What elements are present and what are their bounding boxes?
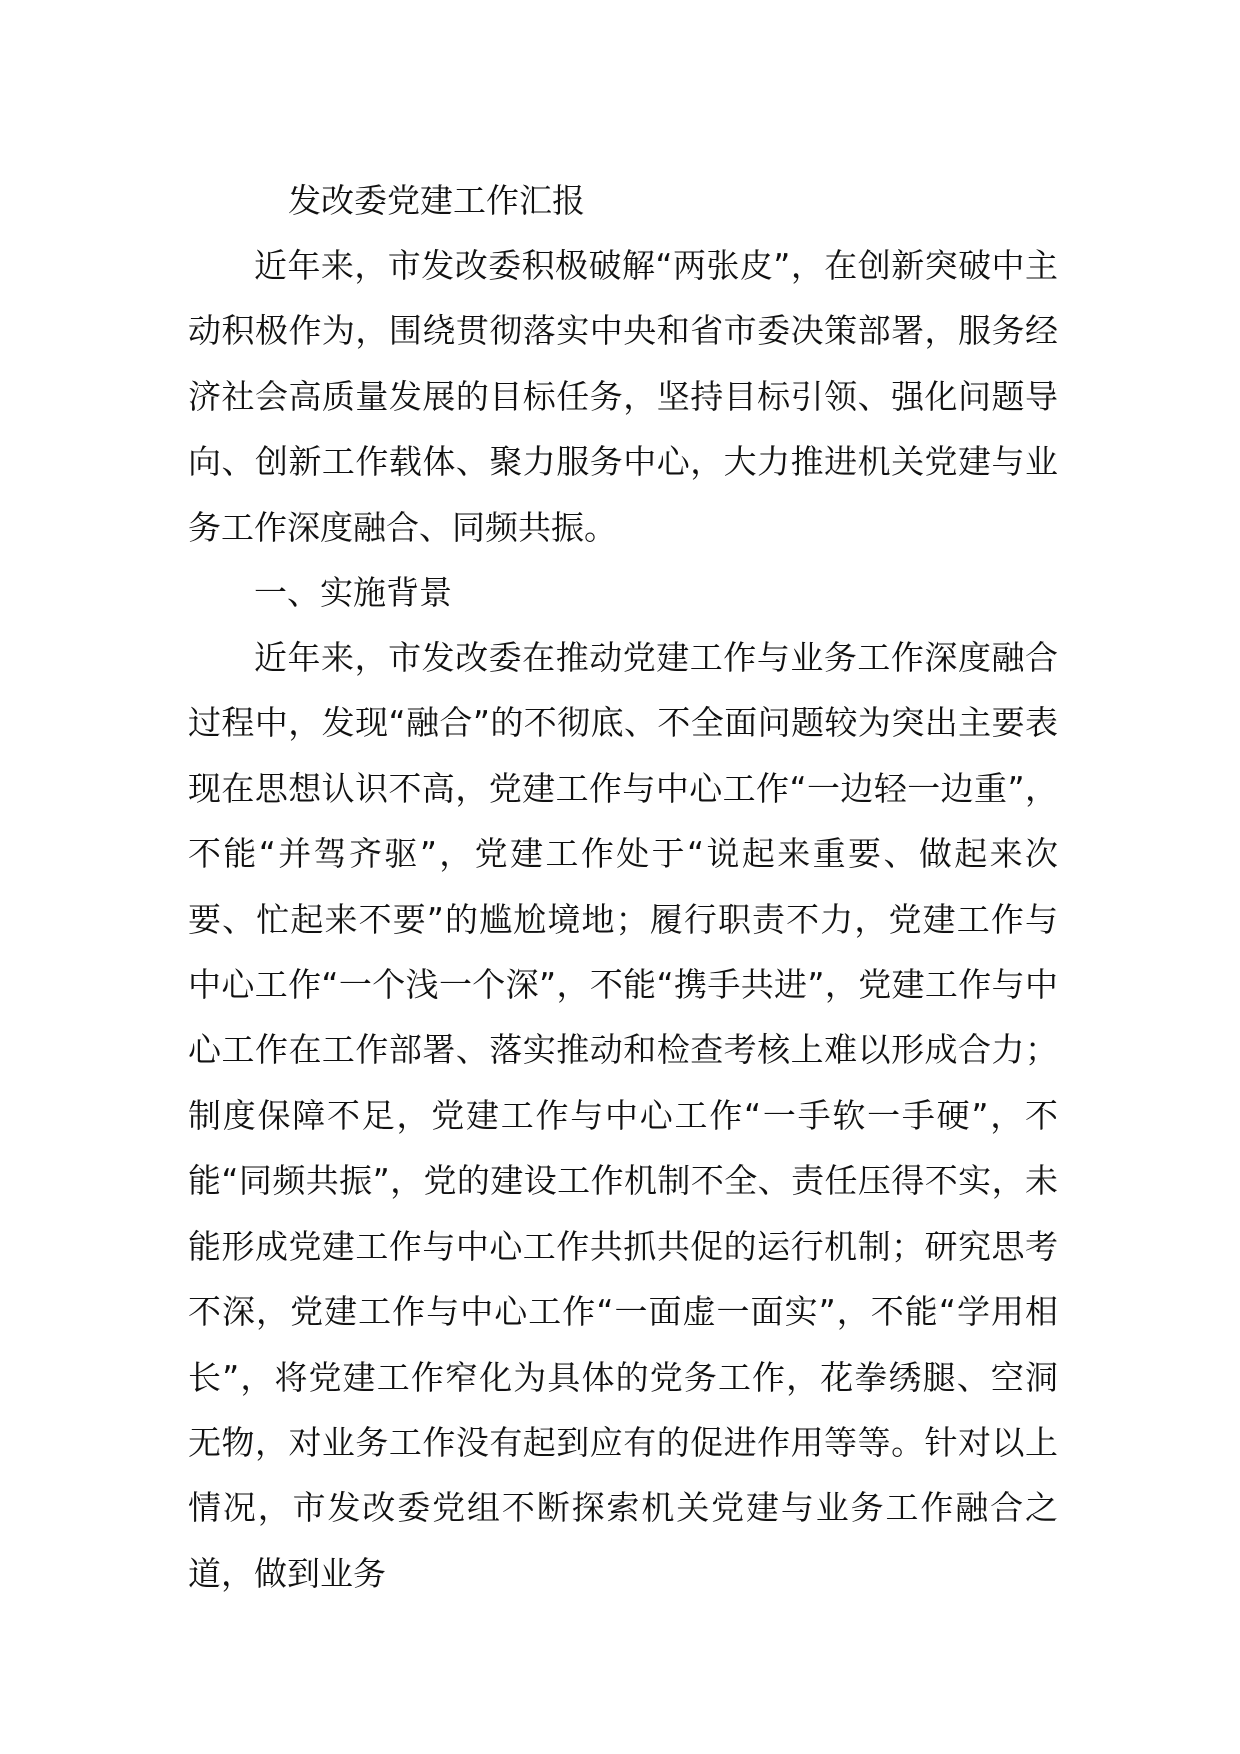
intro-paragraph: 近年来，市发改委积极破解“两张皮”，在创新突破中主动积极作为，围绕贯彻落实中央和省市委决策部署，服务经济社会高质量发展的目标任务，坚持目标引领、强化问题导向、创新工作载体、聚力服务中心，大力推进机关党建与业务工作深度融合、同频共振。 xyxy=(188,246,1058,547)
document-body xyxy=(188,168,1058,1606)
document-title: 发改委党建工作汇报 xyxy=(288,181,585,220)
section-paragraph: 近年来，市发改委在推动党建工作与业务工作深度融合过程中，发现“融合”的不彻底、不全面问题较为突出主要表现在思想认识不高，党建工作与中心工作“一边轻一边重”，不能“并驾齐驱”，党建工作处于“说起来重要、做起来次要、忙起来不要”的尴尬境地；履行职责不力，党建工作与中心工作“一个浅一个深”，不能“携手共进”，党建工作与中心工作在工作部署、落实推动和检查考核上难以形成合力；制度保障不足，党建工作与中心工作“一手软一手硬”，不能“同频共振”，党的建设工作机制不全、责任压得不实，未能形成党建工作与中心工作共抓共促的运行机制；研究思考不深，党建工作与中心工作“一面虚一面实”，不能“学用相长”，将党建工作窄化为具体的党务工作，花拳绣腿、空洞无物，对业务工作没有起到应有的促进作用等等。针对以上情况，市发改委党组不断探索机关党建与业务工作融合之道，做到业务 xyxy=(188,638,1058,1593)
section-heading: 一、实施背景 xyxy=(254,573,452,613)
